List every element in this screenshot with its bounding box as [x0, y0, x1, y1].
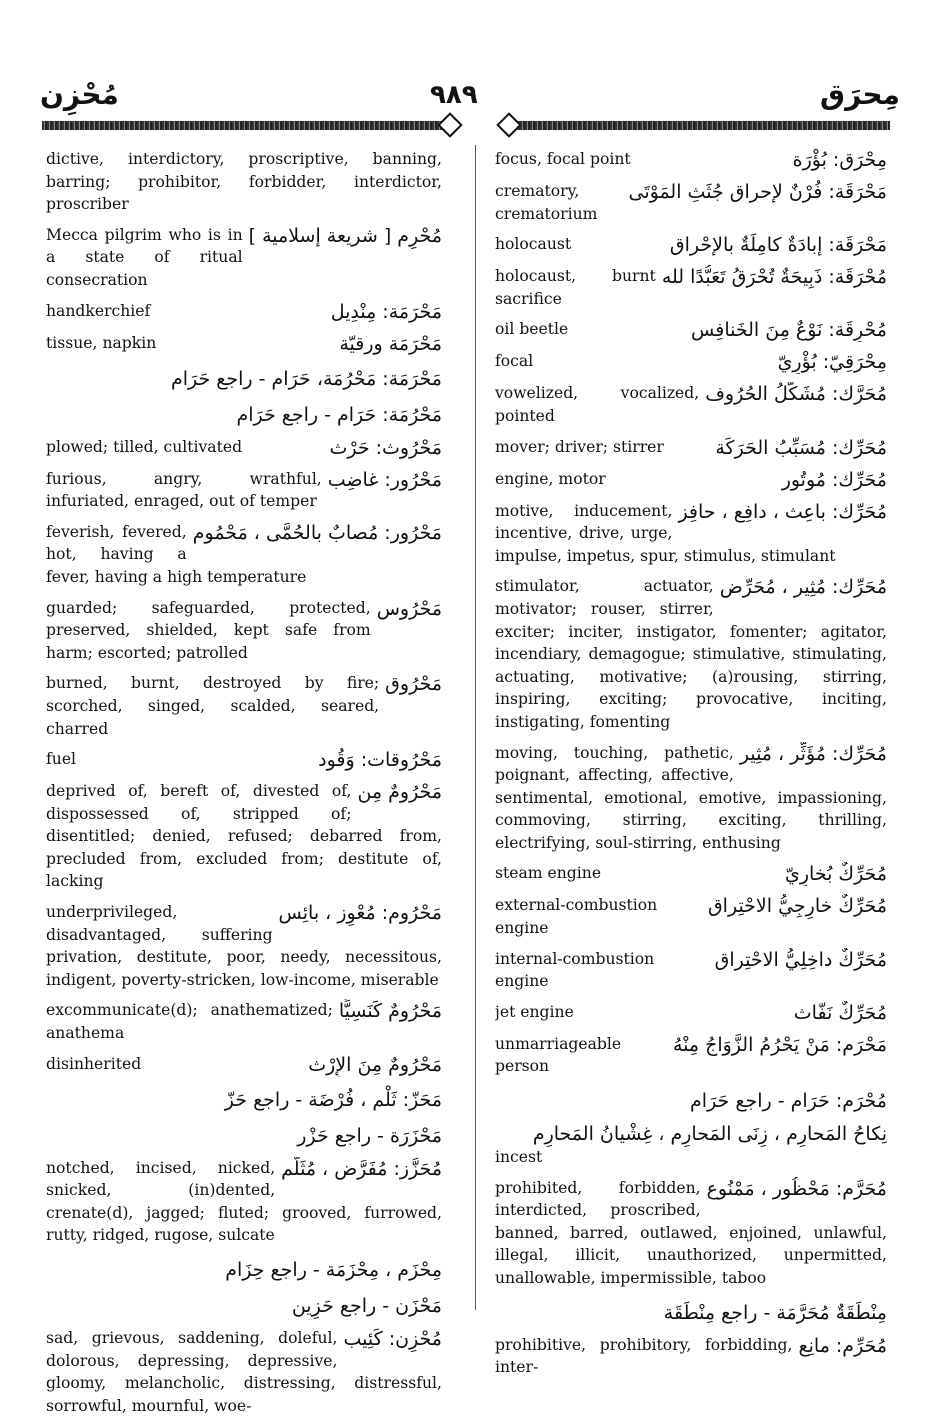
arabic-headword: مُحْرَقَة: ذَبِيحَةٌ تُحْرَقُ تَعَبُّدًا لله	[661, 266, 887, 289]
english-definition: excommunicate(d); anathematized; anathema	[46, 1001, 333, 1043]
english-definition: oil beetle	[495, 320, 569, 339]
dictionary-entry	[46, 999, 442, 1044]
cross-reference-entry: مِحْزَم ، مِحْزَمَة - راجع حِزَام	[225, 1259, 442, 1281]
arabic-headword: مُحْزِن: كَئِيب	[343, 1328, 442, 1350]
dictionary-entry	[495, 894, 887, 939]
english-definition: prohibited, forbidden, interdicted, proscribed, banned, barred, outlawed, enjoined, unlawful, illegal, illicit, unauthorized, unpermitted, unallowable, impermissible, taboo	[495, 1178, 887, 1287]
left-column	[46, 148, 442, 1425]
english-definition: internal-combustion engine	[495, 949, 655, 991]
arabic-headword: مُحَرِّك: مُثِير ، مُحَرِّض	[719, 576, 887, 599]
english-definition: motive, inducement, incentive, drive, urge, impulse, impetus, spur, stimulus, stimulant	[495, 501, 836, 565]
arabic-headword: مُحَرِّكٌ بُخارِيّ	[784, 863, 887, 886]
dictionary-entry	[46, 748, 442, 772]
english-definition: holocaust	[495, 235, 572, 254]
page-number: ٩٨٩	[430, 80, 478, 110]
dictionary-entry	[495, 1001, 887, 1025]
english-definition: tissue, napkin	[46, 333, 157, 352]
dictionary-entry	[46, 597, 442, 665]
arabic-headword: مِحْرَقِيّ: بُؤْرِيّ	[777, 351, 887, 374]
arabic-headword: مُحَرِّكٌ خارِجِيُّ الاحْتِراق	[707, 895, 887, 918]
dictionary-entry	[495, 233, 887, 257]
dictionary-entry	[495, 265, 887, 310]
dictionary-entry	[495, 500, 887, 568]
english-definition: engine, motor	[495, 469, 606, 488]
cross-reference-entry: مَحْزَن - راجع حَزِين	[291, 1295, 442, 1317]
arabic-headword: نِكاحُ المَحارِم ، زِنَى المَحارِم ، غِشْيانُ المَحارِم	[532, 1123, 887, 1146]
english-definition: stimulator, actuator, motivator; rouser, stirrer, exciter; inciter, instigator, fomenter; agitator, incendiary, demagogue; stimulative, stimulating, actuating, motivative; (a)rousing, stirring, inspiring, exciting; provocative, inciting, instigating, fomenting	[495, 577, 887, 731]
arabic-headword: مَحْرَقَة: فُرْنٌ لإحراق جُثَثِ المَوْتَى	[628, 181, 887, 203]
diamond-ornament-icon	[437, 112, 462, 137]
dictionary-entry	[46, 224, 442, 292]
english-definition: plowed; tilled, cultivated	[46, 437, 243, 456]
arabic-headword: مَحْرَقَة: إبادَةٌ كامِلَةٌ بالإحْراق	[669, 234, 887, 257]
dictionary-entry	[46, 1157, 442, 1247]
dictionary-entry	[46, 468, 442, 513]
arabic-headword: مَحْرُوم: مُعْوِز ، بائِس	[278, 902, 442, 925]
arabic-headword: مُحَرَّك: مُشَكَّلُ الحُرُوف	[705, 383, 887, 406]
dictionary-entry	[495, 148, 887, 172]
dictionary-entry	[495, 180, 887, 225]
arabic-headword: مَحْرُور: غاضِب	[327, 468, 442, 491]
dictionary-entry	[495, 468, 887, 492]
arabic-headword: مُحَرِّم: مانِع	[798, 1334, 887, 1357]
column-divider	[475, 145, 476, 1310]
english-definition: disinherited	[46, 1054, 142, 1073]
arabic-headword: مَحْرُور: مُصابٌ بالحُمَّى ، مَحْمُوم	[192, 521, 442, 544]
arabic-headword: مُحَرِّكٌ داخِلِيُّ الاحْتِراق	[714, 948, 887, 971]
english-definition: feverish, fevered, hot, having a fever, having a high temperature	[46, 522, 307, 586]
header-rule-left	[42, 121, 450, 130]
english-definition: guarded; safeguarded, protected, preserved, shielded, kept safe from harm; escorted; patrolled	[46, 598, 371, 662]
right-column	[495, 148, 887, 1387]
english-definition: Mecca pilgrim who is in a state of ritual consecration	[46, 225, 243, 289]
dictionary-entry	[495, 436, 887, 460]
arabic-headword: مُحَرِّك: مُؤَثِّر ، مُثِير	[739, 742, 887, 765]
arabic-headword: مَحْرُوث: حَرْث	[329, 436, 442, 459]
arabic-headword: مَحْرَمَة ورقيّة	[339, 332, 442, 355]
dictionary-entry	[46, 332, 442, 356]
dictionary-entry	[495, 1177, 887, 1290]
english-definition: notched, incised, nicked, snicked, (in)dented, crenate(d), jagged; fluted; grooved, furrowed, rutty, ridged, rugose, sulcate	[46, 1158, 442, 1245]
english-definition: handkerchief	[46, 301, 151, 320]
arabic-headword: مَحْرَمَة: مِنْدِيل	[330, 300, 442, 323]
arabic-headword: مُحْرِقَة: نَوْعٌ مِنَ الخَنافِس	[691, 319, 887, 342]
arabic-headword: مُحَرِّك: مُوتُور	[781, 468, 887, 491]
english-definition: external-combustion engine	[495, 896, 658, 938]
dictionary-entry	[46, 672, 442, 740]
dictionary-entry	[495, 1122, 887, 1169]
english-definition: prohibitive, prohibitory, forbidding, inter-	[495, 1335, 793, 1377]
arabic-headword: مُحَرَّم: مَحْظُور ، مَمْنُوع	[706, 1177, 887, 1200]
cross-reference-entry: مَحْرَمَة: مَحْرُمَة، حَرَام - راجع حَرَام	[170, 367, 442, 390]
arabic-headword: مَحْرُوقات: وَقُود	[318, 749, 442, 772]
dictionary-entry	[495, 862, 887, 886]
dictionary-entry	[495, 948, 887, 993]
dictionary-entry	[46, 901, 442, 991]
arabic-headword: مَحْرُومٌ مِنَ الإِرْث	[308, 1053, 442, 1076]
dictionary-entry	[46, 436, 442, 460]
cross-reference-entry: مَحْرُمَة: حَرَام - راجع حَرَام	[236, 403, 442, 426]
dictionary-entry	[46, 780, 442, 893]
arabic-headword: مَحْرُوس	[376, 597, 442, 620]
dictionary-entry	[46, 1327, 442, 1417]
english-definition: burned, burnt, destroyed by fire; scorched, singed, scalded, seared, charred	[46, 674, 380, 738]
cross-reference-entry: مُحْرَم: حَرَام - راجع حَرَام	[690, 1090, 887, 1113]
cross-reference-entry: مَحَزّ: ثَلْم ، فُرْضَة - راجع حَزّ	[224, 1088, 442, 1111]
english-definition: moving, touching, pathetic, poignant, affecting, affective, sentimental, emotional, emotive, impassioning, commoving, stirring, exciting, thrilling, electrifying, soul-stirring, enthusing	[495, 743, 887, 852]
dictionary-entry	[495, 350, 887, 374]
english-definition: steam engine	[495, 864, 602, 883]
arabic-headword: مُحَرِّكٌ نَفّاث	[793, 1001, 887, 1024]
arabic-headword: مَحْرَم: مَنْ يَحْرُمُ الزَّوَاجُ مِنْهُ	[672, 1033, 887, 1056]
arabic-headword: مُحْرِم [ شريعة إسلامية ]	[248, 224, 442, 247]
dictionary-entry	[495, 318, 887, 342]
arabic-headword: مُحَرِّك: باعِث ، دافِع ، حافِز	[678, 500, 887, 523]
cross-reference-entry: مَحْزَرَة - راجع حَزْر	[297, 1124, 442, 1147]
diamond-ornament-icon	[496, 112, 521, 137]
dictionary-entry	[495, 1033, 887, 1078]
arabic-headword: مَحْرُوق	[385, 673, 442, 696]
cross-reference-entry: مِنْطَقَةٌ مُحَرَّمَة - راجع مِنْطَقَة	[663, 1301, 887, 1324]
english-definition: sad, grievous, saddening, doleful, dolorous, depressing, depressive, gloomy, melancholic, distressing, distressful, sorrowful, mournful, woe-	[46, 1329, 442, 1415]
arabic-headword: مُحَزَّز: مُفَرَّض ، مُثَلَّم	[281, 1157, 442, 1180]
english-definition: crematory, crematorium	[495, 182, 598, 223]
dictionary-entry	[46, 521, 442, 589]
arabic-headword: مُحَرِّك: مُسَبِّبُ الحَرَكَة	[715, 436, 887, 459]
dictionary-entry	[495, 742, 887, 855]
header-rule-right	[505, 121, 890, 130]
english-definition: vowelized, vocalized, pointed	[495, 384, 700, 425]
dictionary-entry	[46, 300, 442, 324]
entry-continuation: dictive, interdictory, proscriptive, banning, barring; prohibitor, forbidder, interdictor, proscriber	[46, 150, 442, 214]
dictionary-entry	[495, 1334, 887, 1379]
dictionary-entry	[495, 575, 887, 733]
english-definition: underprivileged, disadvantaged, suffering privation, destitute, poor, needy, necessitous, indigent, poverty-stricken, low-income, miserable	[46, 903, 442, 989]
english-definition: fuel	[46, 750, 77, 769]
english-definition: unmarriageable person	[495, 1034, 622, 1076]
english-definition: jet engine	[495, 1002, 574, 1021]
left-headword: مُحْزِن	[40, 78, 119, 111]
english-definition: furious, angry, wrathful, infuriated, enraged, out of temper	[46, 469, 322, 511]
arabic-headword: مَحْرُومٌ مِن	[357, 781, 442, 804]
dictionary-entry	[46, 1053, 442, 1077]
english-definition: deprived of, bereft of, divested of, dispossessed of, stripped of; disentitled; denied, refused; debarred from, precluded from, excluded from; destitute of, lacking	[46, 782, 442, 891]
dictionary-entry	[495, 382, 887, 427]
arabic-headword: مِحْرَق: بُؤْرَة	[792, 149, 887, 171]
english-definition: incest	[495, 1148, 543, 1167]
english-definition: focal	[495, 352, 534, 371]
right-headword: مِحرَق	[820, 78, 900, 111]
english-definition: holocaust, burnt sacrifice	[495, 267, 656, 308]
english-definition: focus, focal point	[495, 150, 631, 168]
english-definition: mover; driver; stirrer	[495, 437, 664, 456]
arabic-headword: مَحْرُومٌ كَنَسِيًّا	[338, 1000, 442, 1023]
